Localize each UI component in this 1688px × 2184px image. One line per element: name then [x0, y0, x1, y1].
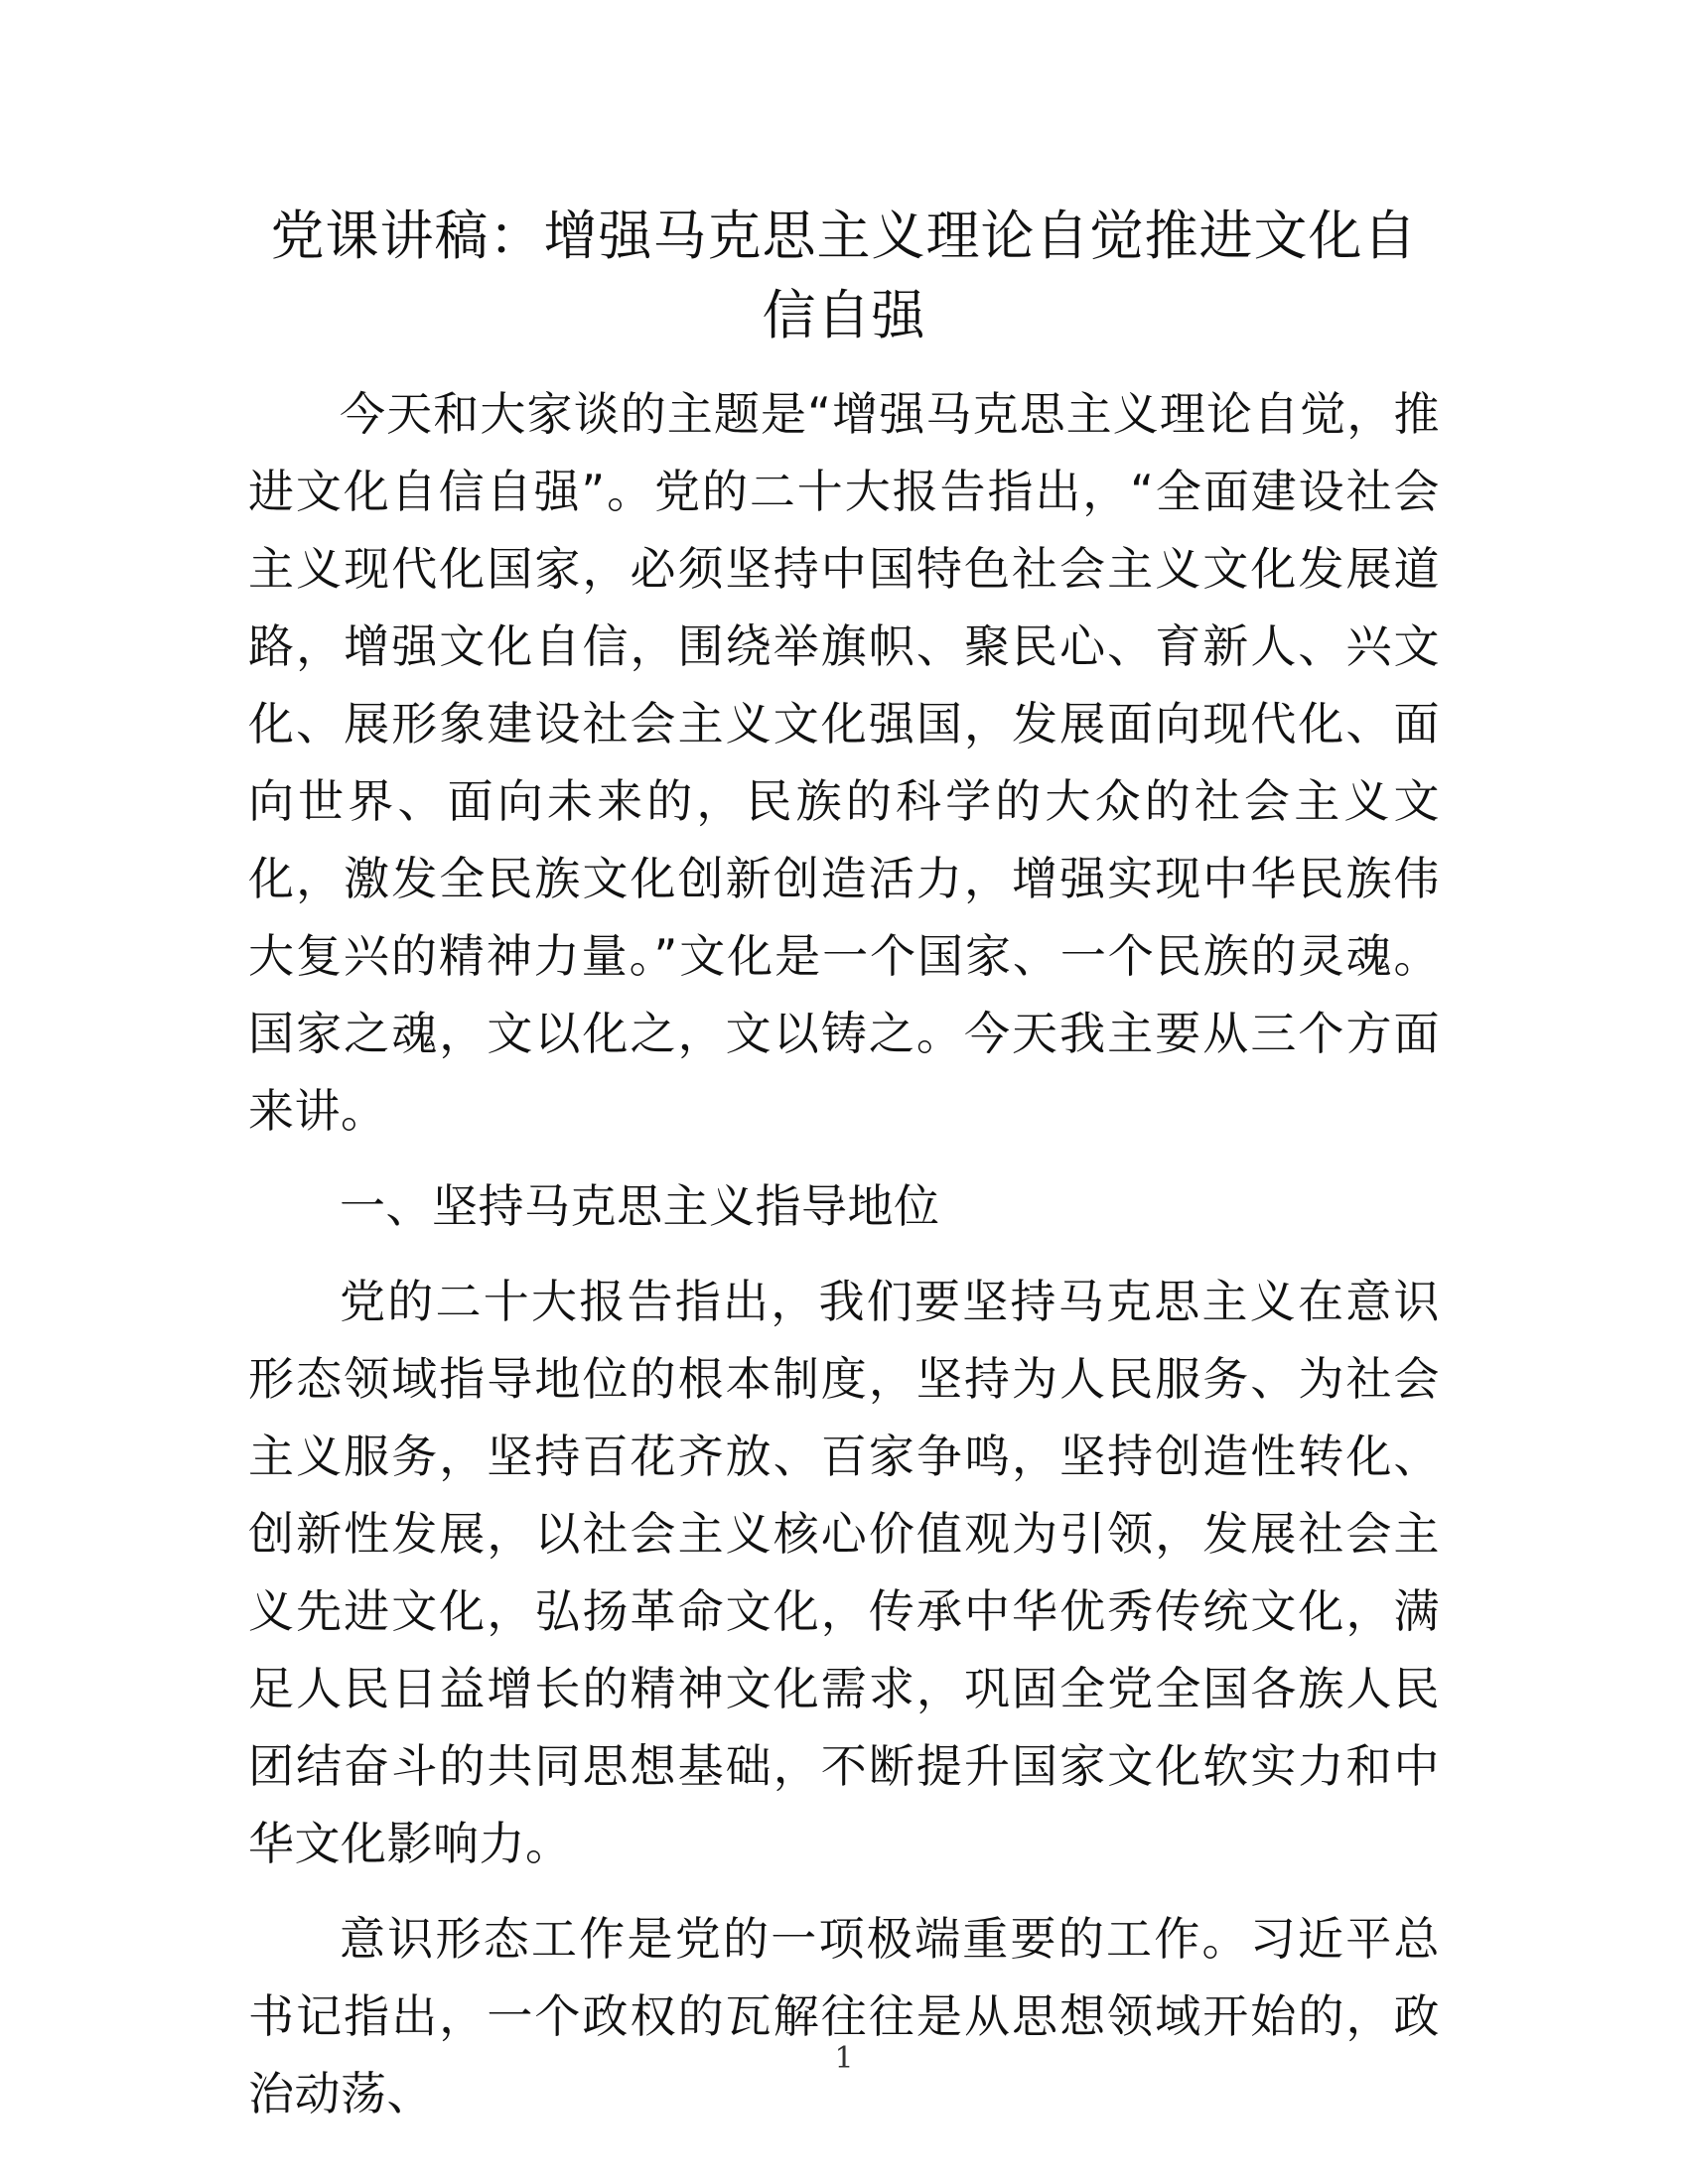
- section-heading-1: 一、坚持马克思主义指导地位: [340, 1179, 940, 1233]
- body-paragraph: 党的二十大报告指出，我们要坚持马克思主义在意识形态领域指导地位的根本制度，坚持为人民服务、为社会主义服务，坚持百花齐放、百家争鸣，坚持创造性转化、创新性发展，以社会主义核心价值观为引领，发展社会主义先进文化，弘扬革命文化，传承中华优秀传统文化，满足人民日益增长的精神文化需求，巩固全党全国各族人民团结奋斗的共同思想基础，不断提升国家文化软实力和中华文化影响力。: [248, 1275, 1440, 1870]
- intro-paragraph: 今天和大家谈的主题是“增强马克思主义理论自觉，推进文化自信自强”。党的二十大报告指出，“全面建设社会主义现代化国家，必须坚持中国特色社会主义文化发展道路，增强文化自信，围绕举旗帜、聚民心、育新人、兴文化、展形象建设社会主义文化强国，发展面向现代化、面向世界、面向未来的，民族的科学的大众的社会主义文化，激发全民族文化创新创造活力，增强实现中华民族伟大复兴的精神力量。”文化是一个国家、一个民族的灵魂。国家之魂，文以化之，文以铸之。今天我主要从三个方面来讲。: [248, 387, 1440, 1138]
- document-body: [248, 197, 1440, 2132]
- document-title: 党课讲稿：增强马克思主义理论自觉推进文化自信自强: [270, 205, 1418, 346]
- page-number: 1: [834, 2041, 854, 2076]
- body-paragraph: 意识形态工作是党的一项极端重要的工作。习近平总书记指出，一个政权的瓦解往往是从思想领域开始的，政治动荡、: [248, 1912, 1440, 2120]
